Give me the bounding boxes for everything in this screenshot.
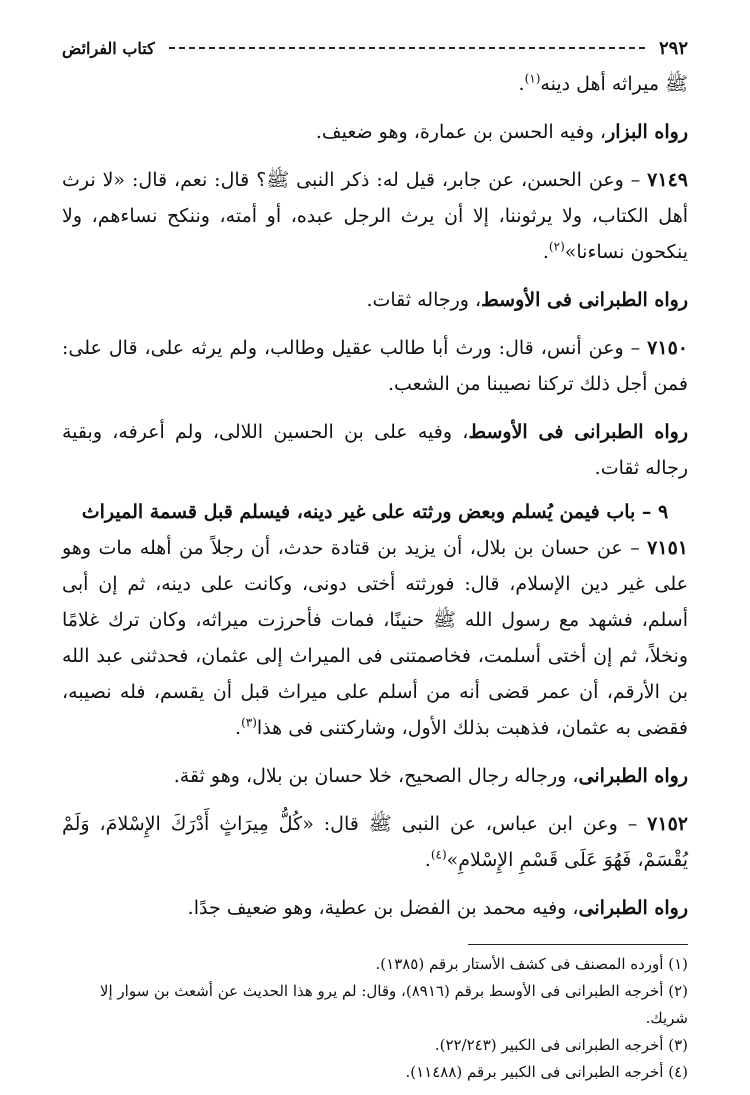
chapter-heading: ٩ – باب فيمن يُسلم وبعض ورثته على غير دينه، فيسلم قبل قسمة الميراث bbox=[81, 501, 669, 523]
hadith-7150: ٧١٥٠ – وعن أنس، قال: ورث أبا طالب عقيل وطالب، ولم يرثه على، قال على: فمن أجل ذلك تركنا نصيبنا من الشعب. bbox=[62, 337, 688, 395]
hadith-number: ٧١٥٢ bbox=[647, 813, 688, 835]
footnote-3: (٣) أخرجه الطبرانى فى الكبير (٢٢/٢٤٣). bbox=[434, 1036, 688, 1054]
narration-source: رواه الطبرانى، وفيه محمد بن الفضل بن عطية، وهو ضعيف جدًا. bbox=[187, 897, 688, 919]
main-text bbox=[62, 66, 688, 926]
footnote-1: (١) أورده المصنف فى كشف الأستار برقم (١٣٨٥). bbox=[375, 955, 688, 973]
narration-source: رواه الطبرانى، ورجاله رجال الصحيح، خلا حسان بن بلال، وهو ثقة. bbox=[173, 765, 688, 787]
narration-source: رواه البزار، وفيه الحسن بن عمارة، وهو ضعيف. bbox=[315, 121, 688, 143]
footnote-ref: (٤) bbox=[430, 847, 447, 862]
footnote-ref: (٣) bbox=[241, 715, 257, 730]
footnote-ref: (٢) bbox=[548, 239, 565, 254]
footnotes bbox=[62, 951, 688, 1086]
paragraph-continuation: ﷺ ميراثه أهل دينه$^{(١)}$. bbox=[518, 71, 688, 95]
narration-source: رواه الطبرانى فى الأوسط، ورجاله ثقات. bbox=[366, 289, 688, 311]
hadith-number: ٧١٥١ bbox=[647, 537, 688, 559]
footnote-ref: (١) bbox=[524, 71, 541, 86]
hadith-7152: ٧١٥٢ – وعن ابن عباس، عن النبى ﷺ قال: «كُلُّ مِيرَاثٍ أَدْرَكَ الإِسْلامَ، وَلَمْ يُقْسَمْ، فَهُوَ عَلَى قَسْمِ الإِسْلامِ»$^{(٤)}$. bbox=[62, 813, 688, 871]
page-number: ٢٩٢ bbox=[658, 37, 688, 59]
book-title: كتاب الفرائض bbox=[62, 38, 155, 58]
footnote-separator bbox=[468, 944, 688, 945]
hadith-7149: ٧١٤٩ – وعن الحسن، عن جابر، قيل له: ذكر النبى ﷺ؟ قال: نعم، قال: «لا نرث أهل الكتاب، ولا يرثوننا، إلا أن يرث الرجل عبده، أو أمته، وننكح نساءهم، ولا ينكحون نساءنا»$^{(٢)}$. bbox=[62, 169, 688, 263]
hadith-7151: ٧١٥١ – عن حسان بن بلال، أن يزيد بن قتادة حدث، أن رجلاً من أهله مات وهو على غير دين الإسلام، قال: فورثته أختى دونى، وكانت على دينه، ثم إن أبى أسلم، فشهد مع رسول الله ﷺ حنينًا، فمات فأحرزت ميراثه، وكان ترك غلامًا ونخلاً، ثم إن أختى أسلمت، فخاصمتنى فى الميراث إلى عثمان، فحدثنى عبد الله بن الأرقم، أن عمر قضى أنه من أسلم على ميراث قبل أن يقسم، فله نصيبه، فقضى به عثمان، فذهبت بذلك الأول، وشاركتنى فى هذا$^{(٣)}$. bbox=[62, 537, 688, 739]
footnote-4: (٤) أخرجه الطبرانى فى الكبير برقم (١١٤٨٨). bbox=[405, 1063, 688, 1081]
header-divider bbox=[169, 47, 645, 49]
page-header bbox=[62, 30, 688, 66]
footnote-2: (٢) أخرجه الطبرانى فى الأوسط برقم (٨٩١٦)، وقال: لم يرو هذا الحديث عن أشعث بن سوار إلا شريك. bbox=[99, 982, 688, 1027]
hadith-number: ٧١٤٩ bbox=[647, 169, 688, 191]
hadith-number: ٧١٥٠ bbox=[647, 337, 688, 359]
narration-source: رواه الطبرانى فى الأوسط، وفيه على بن الحسين اللالى، ولم أعرفه، وبقية رجاله ثقات. bbox=[62, 421, 688, 479]
